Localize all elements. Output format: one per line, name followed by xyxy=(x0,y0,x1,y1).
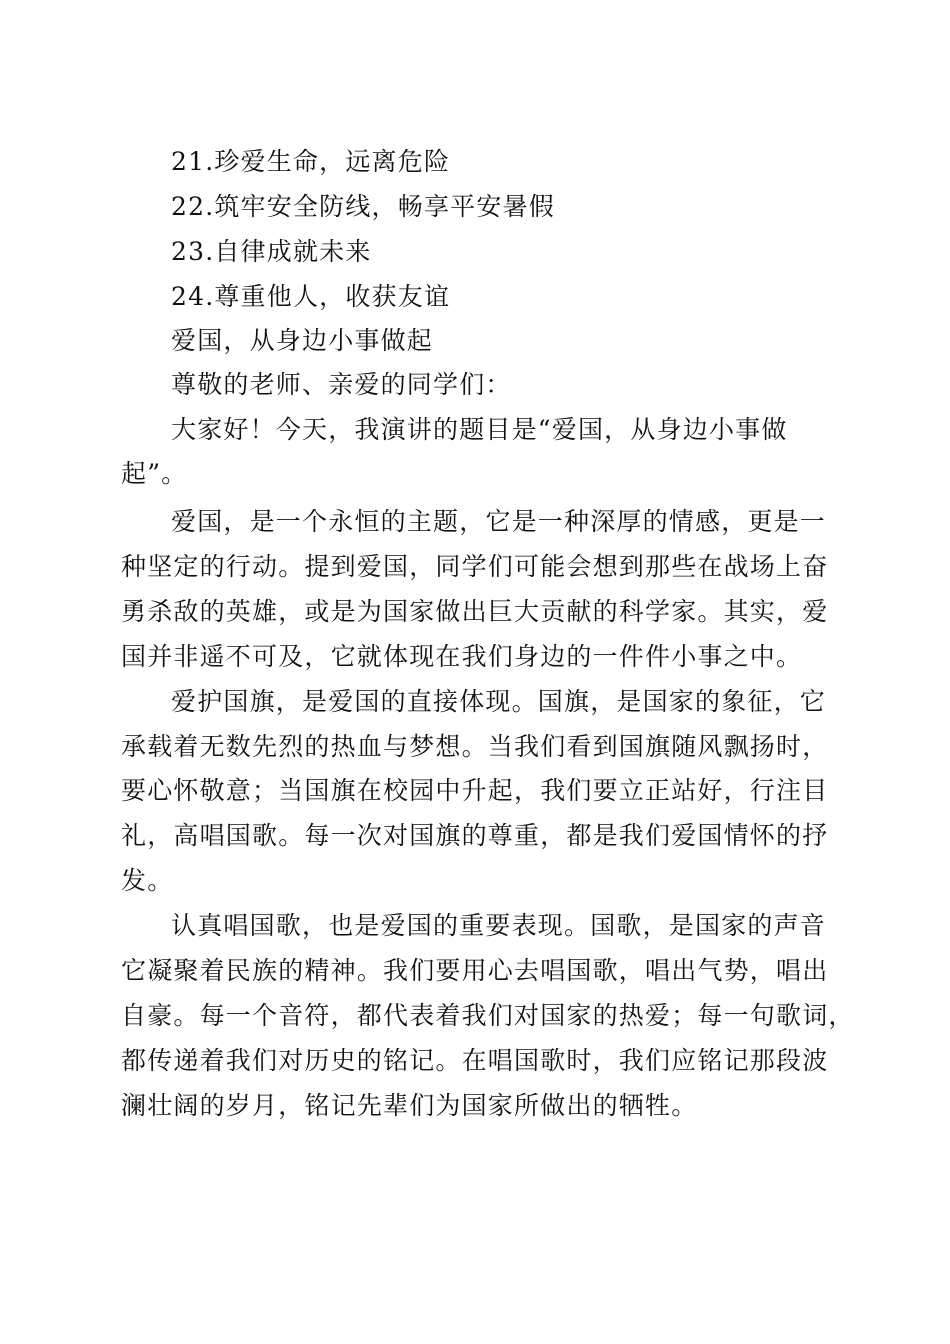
paragraph-4-line-3: 自豪。每一个音符，都代表着我们对国家的热爱；每一句歌词， xyxy=(121,1001,855,1030)
paragraph-2-line-1: 爱国，是一个永恒的主题，它是一种深厚的情感，更是一 xyxy=(171,507,827,536)
paragraph-3-line-3: 要心怀敬意；当国旗在校园中升起，我们要立正站好，行注目 xyxy=(121,776,829,805)
speech-title: 爱国，从身边小事做起 xyxy=(171,326,434,355)
salutation: 尊敬的老师、亲爱的同学们： xyxy=(171,370,512,399)
paragraph-2-line-3: 勇杀敌的英雄，或是为国家做出巨大贡献的科学家。其实，爱 xyxy=(121,597,829,626)
paragraph-1-line-1: 大家好！今天，我演讲的题目是“爱国，从身边小事做 xyxy=(171,415,788,444)
list-item: 23.自律成就未来 xyxy=(171,237,372,266)
paragraph-4-line-2: 它凝聚着民族的精神。我们要用心去唱国歌，唱出气势，唱出 xyxy=(121,956,829,985)
list-item: 24.尊重他人，收获友谊 xyxy=(171,282,451,311)
paragraph-4-line-5: 澜壮阔的岁月，铭记先辈们为国家所做出的牺牲。 xyxy=(121,1091,698,1120)
paragraph-3-line-2: 承载着无数先烈的热血与梦想。当我们看到国旗随风飘扬时， xyxy=(121,732,829,761)
paragraph-4-line-4: 都传递着我们对历史的铭记。在唱国歌时，我们应铭记那段波 xyxy=(121,1046,829,1075)
list-item: 21.珍爱生命，远离危险 xyxy=(171,147,451,176)
paragraph-3-line-4: 礼，高唱国歌。每一次对国旗的尊重，都是我们爱国情怀的抒 xyxy=(121,821,829,850)
paragraph-2-line-2: 种坚定的行动。提到爱国，同学们可能会想到那些在战场上奋 xyxy=(121,552,829,581)
paragraph-2-line-4: 国并非遥不可及，它就体现在我们身边的一件件小事之中。 xyxy=(121,642,803,671)
paragraph-3-line-5: 发。 xyxy=(121,866,174,895)
paragraph-4-line-1: 认真唱国歌，也是爱国的重要表现。国歌，是国家的声音 xyxy=(171,911,827,940)
paragraph-3-line-1: 爱护国旗，是爱国的直接体现。国旗，是国家的象征，它 xyxy=(171,687,827,716)
paragraph-1-line-2: 起”。 xyxy=(121,459,188,488)
list-item: 22.筑牢安全防线，畅享平安暑假 xyxy=(171,192,555,221)
